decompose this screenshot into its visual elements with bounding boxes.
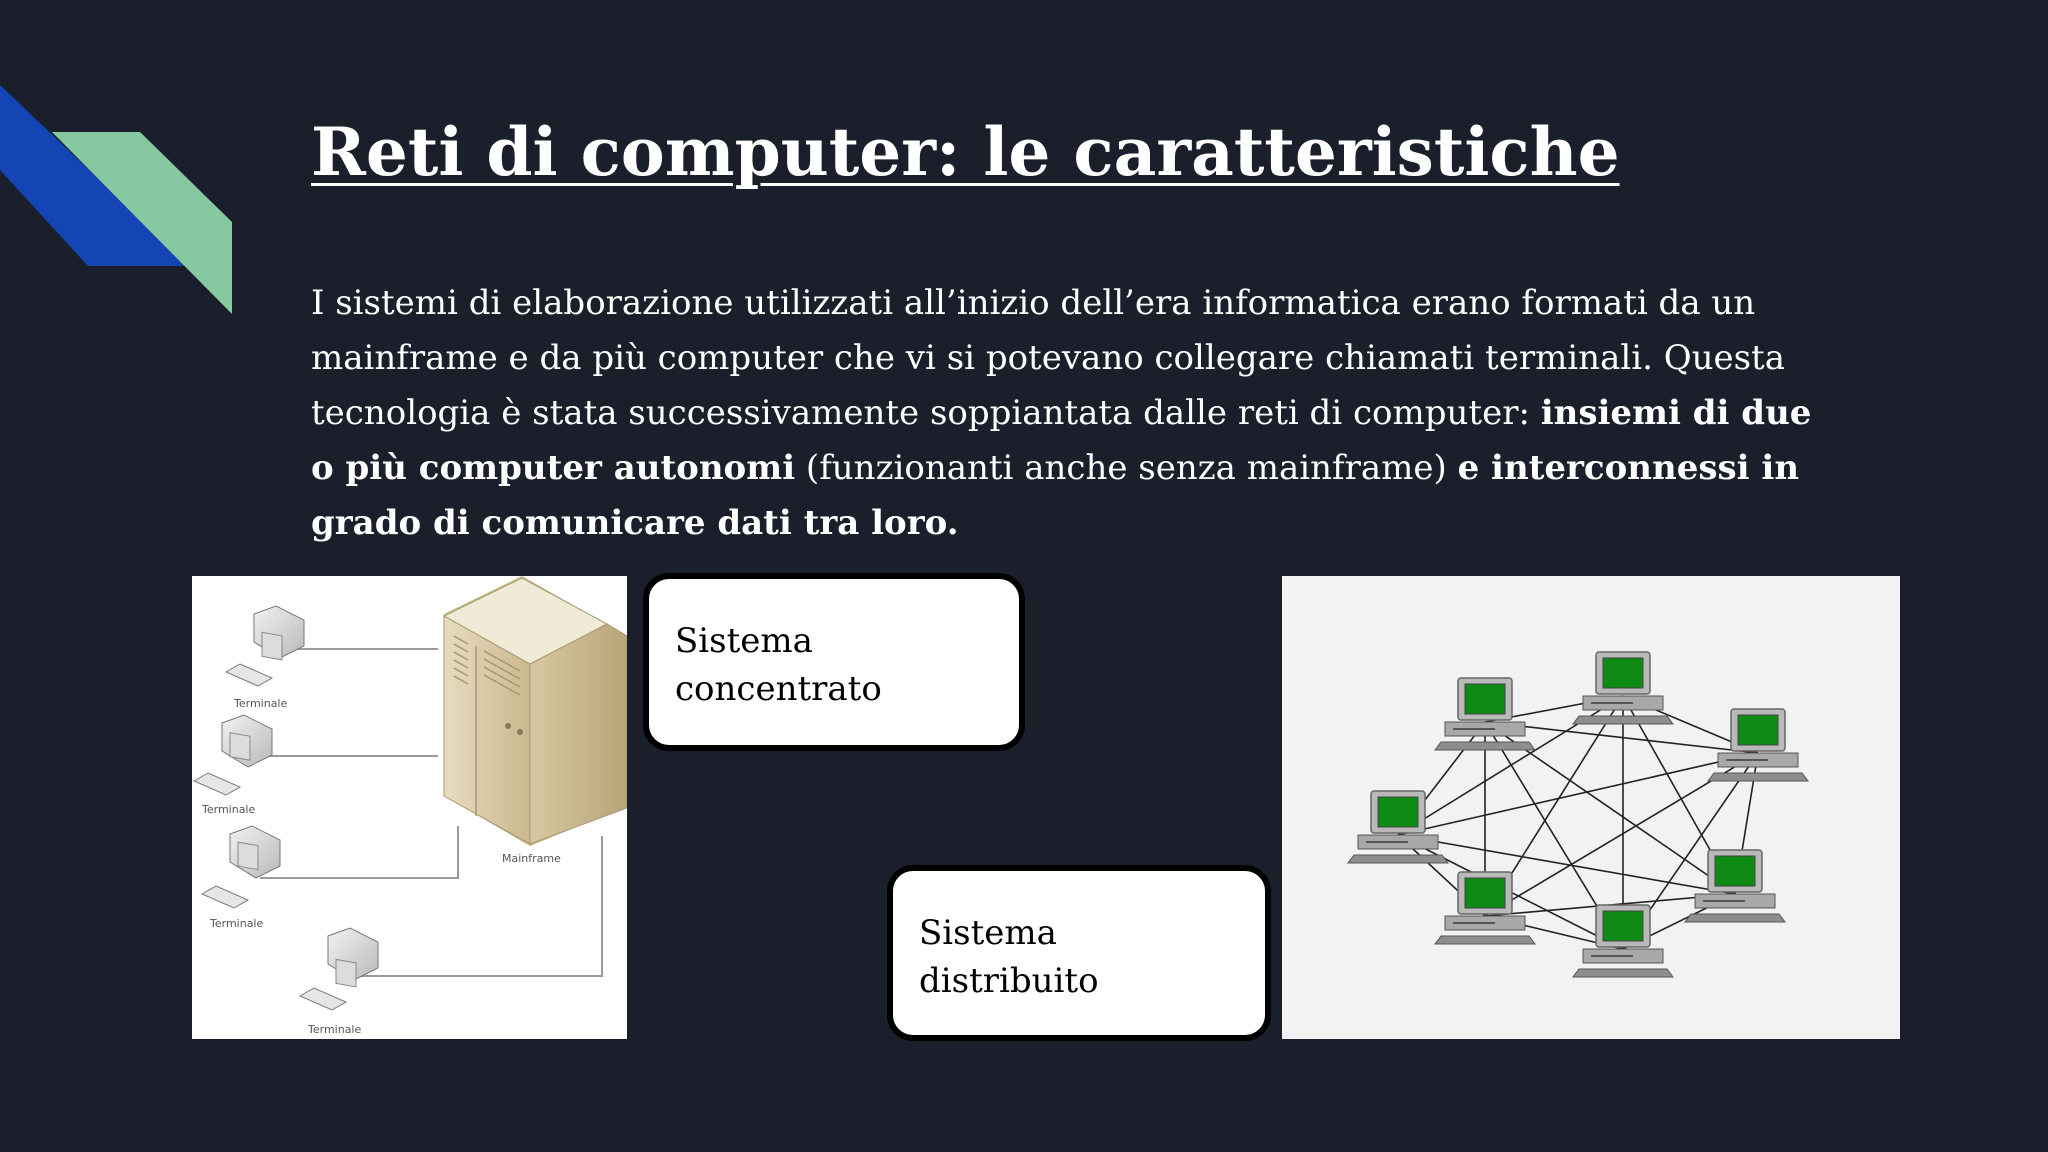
slide-title: Reti di computer: le caratteristiche (311, 113, 1620, 191)
callout-distribuito-line2: distribuito (919, 961, 1099, 1001)
callout-distribuito-line1: Sistema (919, 913, 1057, 953)
callout-sistema-distribuito (887, 865, 1271, 1041)
centralized-system-image (192, 576, 627, 1039)
paragraph-bold-2: e interconnessi in grado di comunicare dati tra loro. (311, 448, 1800, 543)
callout-concentrato-line2: concentrato (675, 669, 882, 709)
corner-decoration (0, 0, 240, 320)
callout-sistema-concentrato (643, 573, 1025, 751)
terminal-icon-1 (226, 606, 304, 686)
callout-concentrato-line1: Sistema (675, 621, 813, 661)
terminal-icon-3 (202, 826, 280, 908)
distributed-network-image (1282, 576, 1900, 1039)
terminal-label-2: Terminale (202, 803, 256, 816)
network-computer-icon (1708, 709, 1808, 781)
terminal-label-3: Terminale (210, 917, 264, 930)
terminal-icon-2 (194, 715, 272, 795)
terminal-label-4: Terminale (308, 1023, 362, 1036)
mainframe-label: Mainframe (502, 852, 561, 865)
paragraph-bold-1: insiemi di due o più computer autonomi (311, 393, 1812, 488)
terminal-icon-4 (300, 928, 378, 1010)
paragraph-text-2: (funzionanti anche senza mainframe) (795, 448, 1458, 488)
mainframe-icon (444, 576, 627, 846)
paragraph-text-1: I sistemi di elaborazione utilizzati all’inizio dell’era informatica erano formati da un mainframe e da più computer che vi si potevano collegare chiamati terminali. Questa tecnologia è stata successivamente soppiantata dalle reti di computer: (311, 283, 1785, 433)
slide-paragraph (311, 276, 1841, 551)
terminal-label-1: Terminale (234, 697, 288, 710)
